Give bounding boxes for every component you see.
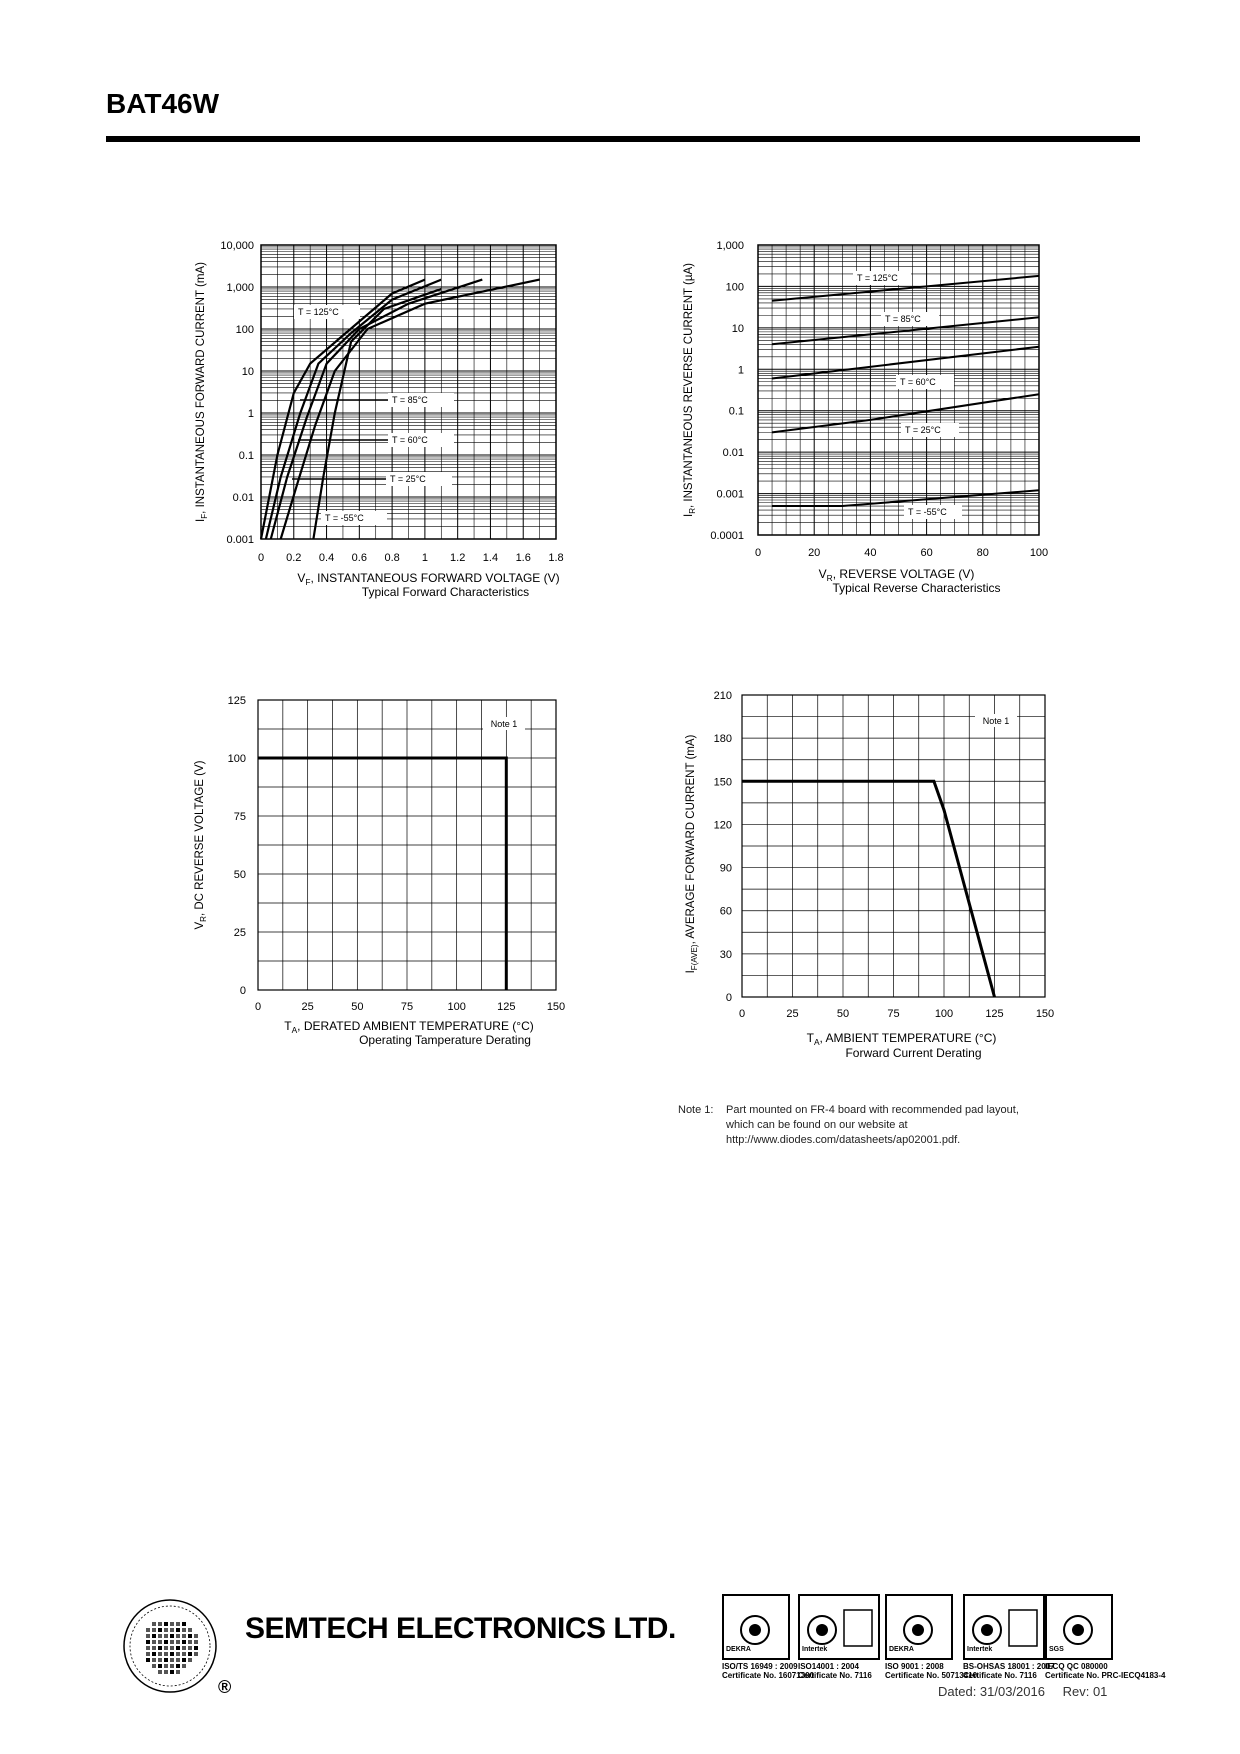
- y-tick-label: 150: [713, 776, 732, 789]
- x-tick-label: 1.4: [482, 552, 499, 564]
- x-tick-label: 100: [1029, 547, 1049, 559]
- document-date: [938, 1684, 1121, 1699]
- y-tick-label: 100: [235, 324, 254, 336]
- reverse-chart: [683, 240, 1048, 595]
- y-tick-label: 1: [247, 408, 254, 420]
- cert-number: Certificate No. 7116: [798, 1671, 872, 1680]
- seal-dot: [164, 1664, 168, 1668]
- cert-standard: ISO14001 : 2004: [798, 1662, 859, 1671]
- curve-label: T = 25°C: [390, 474, 426, 484]
- seal-dot: [152, 1640, 156, 1644]
- seal-dot: [182, 1628, 186, 1632]
- y-tick-label: 0.01: [232, 492, 254, 504]
- x-tick-label: 50: [836, 1008, 850, 1020]
- seal-dot: [152, 1634, 156, 1638]
- x-tick-label: 0: [754, 547, 762, 559]
- series-line: [772, 490, 1039, 506]
- cert-badge-name: Intertek: [802, 1646, 828, 1653]
- cert-standard: ISO 9001 : 2008: [885, 1662, 944, 1671]
- seal-dot: [176, 1664, 180, 1668]
- x-tick-label: 1.8: [548, 552, 564, 564]
- seal-dot: [158, 1640, 162, 1644]
- cert-badge-name: SGS: [1049, 1646, 1064, 1653]
- forward-chart: [195, 240, 564, 599]
- x-tick-label: 100: [934, 1008, 954, 1020]
- series-line: [772, 347, 1039, 379]
- seal-dot: [182, 1658, 186, 1662]
- seal-dot: [164, 1646, 168, 1650]
- seal-dot: [158, 1622, 162, 1626]
- seal-dot: [158, 1652, 162, 1656]
- x-tick-label: 20: [808, 547, 821, 559]
- y-tick-label: 120: [713, 819, 732, 832]
- x-tick-label: 25: [301, 1001, 314, 1013]
- x-tick-label: 0: [738, 1008, 746, 1020]
- y-tick-label: 50: [233, 869, 246, 881]
- x-tick-label: 1: [421, 552, 428, 564]
- seal-dot: [182, 1634, 186, 1638]
- cert-standard: ISO/TS 16949 : 2009: [722, 1662, 798, 1671]
- seal-dot: [194, 1634, 198, 1638]
- seal-dot: [188, 1652, 192, 1656]
- cert-badge-name: Intertek: [967, 1646, 993, 1653]
- seal-dot: [176, 1640, 180, 1644]
- seal-dot: [164, 1622, 168, 1626]
- seal-dot: [170, 1646, 174, 1650]
- y-axis-title-text: $I_{F(AVE)}$, AVERAGE FORWARD CURRENT (mA): [685, 734, 699, 974]
- y-axis-title: [685, 734, 699, 973]
- y-tick-label: 30: [719, 948, 732, 961]
- cert-badge-name: DEKRA: [889, 1646, 914, 1653]
- y-tick-label: 10: [731, 322, 744, 335]
- seal-dot: [188, 1640, 192, 1644]
- seal-dot: [182, 1646, 186, 1650]
- dated-text: Dated: 31/03/2016: [938, 1684, 1045, 1699]
- seal-dot: [170, 1634, 174, 1638]
- curve-label: T = 85°C: [392, 395, 428, 405]
- note-line-1: Part mounted on FR-4 board with recommended pad layout,: [726, 1104, 1019, 1116]
- x-axis-title-text: $T_A$, AMBIENT TEMPERATURE (°C): [806, 1031, 997, 1047]
- y-axis-title-text: $I_F$, INSTANTANEOUS FORWARD CURRENT (mA): [195, 262, 209, 522]
- x-tick-label: 0: [254, 1001, 262, 1013]
- y-tick-label: 1,000: [226, 282, 254, 294]
- registered-mark: ®: [218, 1677, 232, 1697]
- seal-dot: [170, 1664, 174, 1668]
- curve-label: T = 85°C: [885, 314, 921, 324]
- y-tick-label: 0.001: [716, 488, 744, 501]
- curve-label: T = 60°C: [900, 377, 936, 387]
- series-line: [313, 289, 441, 539]
- seal-dot: [182, 1664, 186, 1668]
- cert-badge: [798, 1594, 880, 1680]
- note-tag: Note 1: [982, 716, 1010, 726]
- y-tick-label: 1: [737, 364, 744, 377]
- seal-dot: [152, 1658, 156, 1662]
- seal-dot: [176, 1646, 180, 1650]
- x-tick-label: 150: [1035, 1008, 1055, 1020]
- y-tick-label: 90: [719, 862, 732, 875]
- note-tag: Note 1: [490, 719, 518, 729]
- chart-caption: Typical Reverse Characteristics: [832, 581, 1001, 595]
- x-axis-title-text: $T_A$, DERATED AMBIENT TEMPERATURE (°C): [284, 1019, 534, 1035]
- curve-label: T = 60°C: [392, 435, 428, 445]
- y-tick-label: 10: [241, 366, 254, 378]
- seal-dot: [152, 1664, 156, 1668]
- x-tick-label: 100: [447, 1001, 466, 1013]
- seal-dot: [170, 1640, 174, 1644]
- seal-dot: [146, 1646, 150, 1650]
- seal-dot: [188, 1646, 192, 1650]
- seal-dot: [164, 1652, 168, 1656]
- x-tick-label: 1.6: [515, 552, 531, 564]
- y-tick-label: 0: [725, 992, 732, 1004]
- cert-standard: IECQ QC 080000: [1045, 1662, 1108, 1671]
- chart-caption: Typical Forward Characteristics: [361, 585, 530, 599]
- y-tick-label: 0.0001: [710, 530, 744, 542]
- x-axis-title: [807, 1031, 997, 1047]
- seal-dot: [146, 1640, 150, 1644]
- x-tick-label: 25: [786, 1008, 799, 1020]
- y-tick-label: 210: [713, 690, 732, 702]
- y-tick-label: 0.1: [238, 450, 254, 462]
- seal-dot: [176, 1634, 180, 1638]
- x-tick-label: 50: [351, 1001, 364, 1013]
- x-tick-label: 75: [887, 1008, 900, 1020]
- seal-dot: [164, 1670, 168, 1674]
- seal-dot: [176, 1622, 180, 1626]
- seal-dot: [152, 1646, 156, 1650]
- y-tick-label: 60: [719, 905, 732, 918]
- x-tick-label: 0.8: [384, 552, 400, 564]
- y-tick-label: 25: [233, 927, 246, 939]
- seal-dot: [182, 1640, 186, 1644]
- seal-dot: [194, 1652, 198, 1656]
- seal-dot: [152, 1652, 156, 1656]
- y-tick-label: 1,000: [716, 240, 744, 252]
- x-tick-label: 40: [864, 547, 877, 559]
- y-tick-label: 75: [233, 811, 246, 823]
- y-axis-title: [194, 760, 208, 929]
- seal-dot: [146, 1658, 150, 1662]
- page-title: BAT46W: [106, 88, 220, 119]
- revision-text: Rev: 01: [1062, 1684, 1108, 1699]
- voltage-derating-chart: [194, 695, 565, 1047]
- y-tick-label: 180: [713, 733, 732, 746]
- chart-caption: Operating Tamperature Derating: [359, 1033, 531, 1047]
- y-tick-label: 10,000: [220, 240, 254, 252]
- chart-caption: Forward Current Derating: [845, 1046, 982, 1060]
- x-tick-label: 1.2: [450, 552, 466, 564]
- y-axis-title-text: $I_R$, INSTANTANEOUS REVERSE CURRENT (µA): [683, 263, 697, 517]
- cert-number: Certificate No. 16071300: [722, 1671, 815, 1680]
- seal-dot: [158, 1634, 162, 1638]
- note-line-3: http://www.diodes.com/datasheets/ap02001.pdf.: [726, 1134, 961, 1146]
- y-tick-label: 125: [227, 695, 246, 707]
- seal-dot: [176, 1652, 180, 1656]
- curve-label: T = -55°C: [908, 507, 947, 517]
- seal-dot: [194, 1640, 198, 1644]
- y-tick-label: 0.1: [728, 405, 744, 418]
- x-axis-title-text: $V_F$, INSTANTANEOUS FORWARD VOLTAGE (V): [297, 571, 560, 587]
- seal-dot: [176, 1670, 180, 1674]
- x-tick-label: 125: [497, 1001, 516, 1013]
- y-tick-label: 0.01: [722, 447, 744, 460]
- seal-dot: [170, 1670, 174, 1674]
- curve-label: T = 125°C: [298, 307, 339, 317]
- seal-dot: [188, 1658, 192, 1662]
- seal-dot: [170, 1622, 174, 1626]
- seal-dot: [170, 1658, 174, 1662]
- curve-label: T = -55°C: [325, 513, 364, 523]
- x-tick-label: 0.2: [286, 552, 302, 564]
- cert-number: Certificate No. 7116: [963, 1671, 1037, 1680]
- current-derating-chart: [685, 690, 1054, 1060]
- seal-dot: [176, 1628, 180, 1632]
- cert-badge-name: DEKRA: [726, 1646, 751, 1653]
- seal-dot: [158, 1658, 162, 1662]
- note-label: Note 1:: [678, 1104, 714, 1116]
- x-tick-label: 80: [976, 547, 989, 559]
- y-axis-title-text: $V_R$, DC REVERSE VOLTAGE (V): [194, 760, 208, 930]
- seal-dot: [194, 1646, 198, 1650]
- x-axis-title-text: $V_R$, REVERSE VOLTAGE (V): [818, 567, 975, 583]
- curve-label: T = 25°C: [905, 425, 941, 435]
- cert-badge: [885, 1594, 978, 1680]
- note-line-2: which can be found on our website at: [726, 1119, 908, 1131]
- seal-dot: [170, 1628, 174, 1632]
- seal-dot: [146, 1628, 150, 1632]
- note-1: [678, 1103, 1019, 1146]
- seal-dot: [182, 1652, 186, 1656]
- x-tick-label: 75: [400, 1001, 414, 1013]
- x-tick-label: 0.4: [318, 552, 335, 564]
- seal-dot: [164, 1658, 168, 1662]
- seal-dot: [164, 1640, 168, 1644]
- cert-standard: BS-OHSAS 18001 : 2007: [963, 1662, 1055, 1671]
- y-tick-label: 100: [725, 281, 744, 294]
- cert-badge: [1045, 1594, 1166, 1680]
- company-name: SEMTECH ELECTRONICS LTD.: [245, 1612, 676, 1645]
- y-tick-label: 0: [239, 985, 246, 997]
- seal-dot: [152, 1622, 156, 1626]
- seal-dot: [146, 1634, 150, 1638]
- x-tick-label: 150: [546, 1001, 566, 1013]
- y-axis-title: [683, 263, 697, 517]
- cert-number: Certificate No. PRC-IECQ4183-4: [1045, 1671, 1166, 1680]
- x-tick-label: 0: [257, 552, 265, 564]
- x-tick-label: 125: [985, 1008, 1004, 1020]
- seal-dot: [158, 1628, 162, 1632]
- y-tick-label: 0.001: [226, 534, 254, 546]
- seal-dot: [170, 1652, 174, 1656]
- seal-dot: [164, 1634, 168, 1638]
- seal-dot: [158, 1664, 162, 1668]
- seal-dot: [188, 1634, 192, 1638]
- cert-number: Certificate No. 50713410: [885, 1671, 978, 1680]
- y-tick-label: 100: [227, 753, 246, 765]
- y-axis-title: [195, 262, 209, 522]
- seal-dot: [146, 1652, 150, 1656]
- x-tick-label: 0.6: [351, 552, 367, 564]
- cert-badge: [963, 1594, 1055, 1680]
- curve-label: T = 125°C: [857, 273, 898, 283]
- seal-dot: [182, 1622, 186, 1626]
- seal-dot: [152, 1628, 156, 1632]
- seal-dot: [176, 1658, 180, 1662]
- seal-dot: [158, 1646, 162, 1650]
- seal-dot: [158, 1670, 162, 1674]
- seal-dot: [164, 1628, 168, 1632]
- seal-dot: [188, 1628, 192, 1632]
- x-tick-label: 60: [920, 547, 933, 559]
- company-seal-logo: [122, 1598, 218, 1694]
